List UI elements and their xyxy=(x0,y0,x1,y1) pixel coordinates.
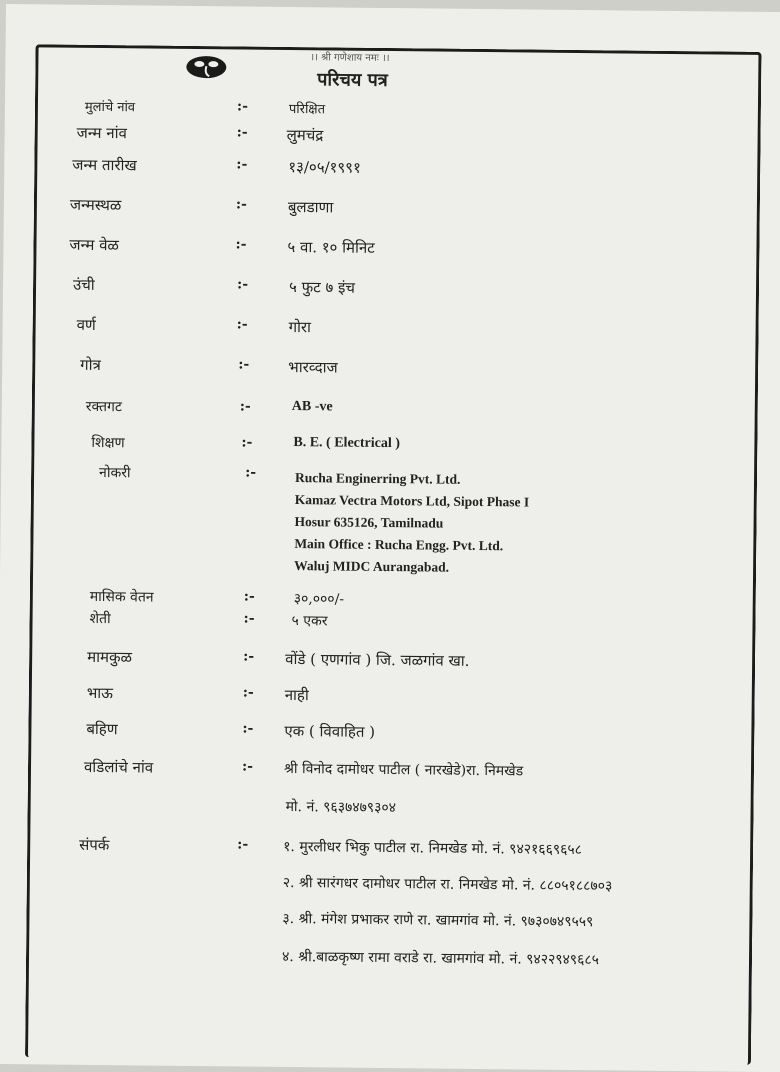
document-sheet xyxy=(0,4,780,1072)
field-value: गोरा xyxy=(288,317,312,337)
field-value: ५ एकर xyxy=(291,613,328,630)
field-separator: :- xyxy=(241,758,254,775)
job-line: Kamaz Vectra Motors Ltd, Sipot Phase I xyxy=(294,492,530,510)
field-value: ३०,०००/- xyxy=(293,591,345,608)
field-label: मुलांचे नांव xyxy=(84,99,136,116)
field-value: एक ( विवाहित ) xyxy=(284,721,376,741)
field-label: जन्मस्थळ xyxy=(69,195,122,215)
field-value: ५ वा. १० मिनिट xyxy=(287,237,375,257)
field-value: परिक्षित xyxy=(288,101,326,118)
field-label: जन्म वेळ xyxy=(69,235,119,255)
field-label: बहिण xyxy=(86,719,118,739)
contact-line: ३. श्री. मंगेश प्रभाकर राणे रा. खामगांव मो. नं. ९७३०७४९५५९ xyxy=(282,910,594,931)
ganesha-icon xyxy=(183,52,229,80)
field-value: लुमचंद्र xyxy=(286,125,324,145)
field-value: नाही xyxy=(284,685,309,705)
field-label: गोत्र xyxy=(80,355,101,375)
field-value: वोंडे ( एणगांव ) जि. जळगांव खा. xyxy=(285,649,470,670)
field-separator: :- xyxy=(241,434,253,451)
contact-line: ४. श्री.बाळकृष्ण रामा वराडे रा. खामगांव मो. नं. ९४२२९४९६८५ xyxy=(281,948,600,969)
field-label: जन्म नांव xyxy=(76,123,127,143)
job-line: Waluj MIDC Aurangabad. xyxy=(294,558,450,575)
field-value: १३/०५/१९९१ xyxy=(288,157,361,177)
field-separator: :- xyxy=(239,398,251,415)
field-label: मासिक वेतन xyxy=(89,588,154,606)
field-value: B. E. ( Electrical ) xyxy=(293,435,401,452)
field-label: उंची xyxy=(72,275,95,294)
field-value: AB -ve xyxy=(291,399,333,415)
field-value: भारव्दाज xyxy=(288,357,338,377)
job-line: Rucha Enginerring Pvt. Ltd. xyxy=(294,470,461,487)
field-separator: :- xyxy=(243,648,255,665)
field-value: श्री विनोद दामोधर पाटील ( नारखेडे)रा. निमखेड xyxy=(283,760,524,780)
field-label: संपर्क xyxy=(79,835,110,855)
field-label: नोकरी xyxy=(99,465,131,482)
field-separator: :- xyxy=(242,684,254,701)
contact-line: २. श्री सारंगधर दामोधर पाटील रा. निमखेड मो. नं. ८८०५१८८७०३ xyxy=(282,874,613,895)
field-separator: :- xyxy=(238,356,250,373)
field-label: वर्ण xyxy=(76,315,96,334)
job-line: Hosur 635126, Tamilnadu xyxy=(294,514,444,531)
field-separator: :- xyxy=(236,98,249,115)
field-separator: :- xyxy=(236,124,248,141)
field-label: जन्म तारीख xyxy=(72,155,137,175)
field-separator: :- xyxy=(243,588,255,605)
field-separator: :- xyxy=(235,236,247,253)
job-details xyxy=(294,467,529,579)
field-label: शिक्षण xyxy=(91,434,125,452)
field-value: बुलडाणा xyxy=(287,197,334,217)
field-separator: :- xyxy=(236,276,249,293)
field-label: भाऊ xyxy=(86,683,114,703)
job-line: Main Office : Rucha Engg. Pvt. Ltd. xyxy=(294,536,504,554)
invocation-text: ।। श्री गणेशाय नमः ।। xyxy=(310,52,390,65)
field-separator: :- xyxy=(236,156,248,173)
father-mobile: मो. नं. ९६३७४७९३०४ xyxy=(285,798,397,817)
page-title: परिचय पत्र xyxy=(317,69,388,92)
field-separator: :- xyxy=(243,610,255,627)
field-label: रक्तगट xyxy=(85,398,123,416)
contact-line: १. मुरलीधर भिकु पाटील रा. निमखेड मो. नं. ९४२१६६९६५८ xyxy=(283,838,583,859)
field-label: मामकुळ xyxy=(87,647,133,667)
field-label: शेती xyxy=(89,610,111,628)
field-separator: :- xyxy=(235,196,247,213)
field-value: ५ फुट ७ इंच xyxy=(288,277,356,297)
field-separator: :- xyxy=(236,316,248,333)
field-separator: :- xyxy=(237,836,249,853)
field-separator: :- xyxy=(242,720,254,737)
field-label: वडिलांचे नांव xyxy=(83,757,154,777)
field-separator: :- xyxy=(245,464,257,481)
